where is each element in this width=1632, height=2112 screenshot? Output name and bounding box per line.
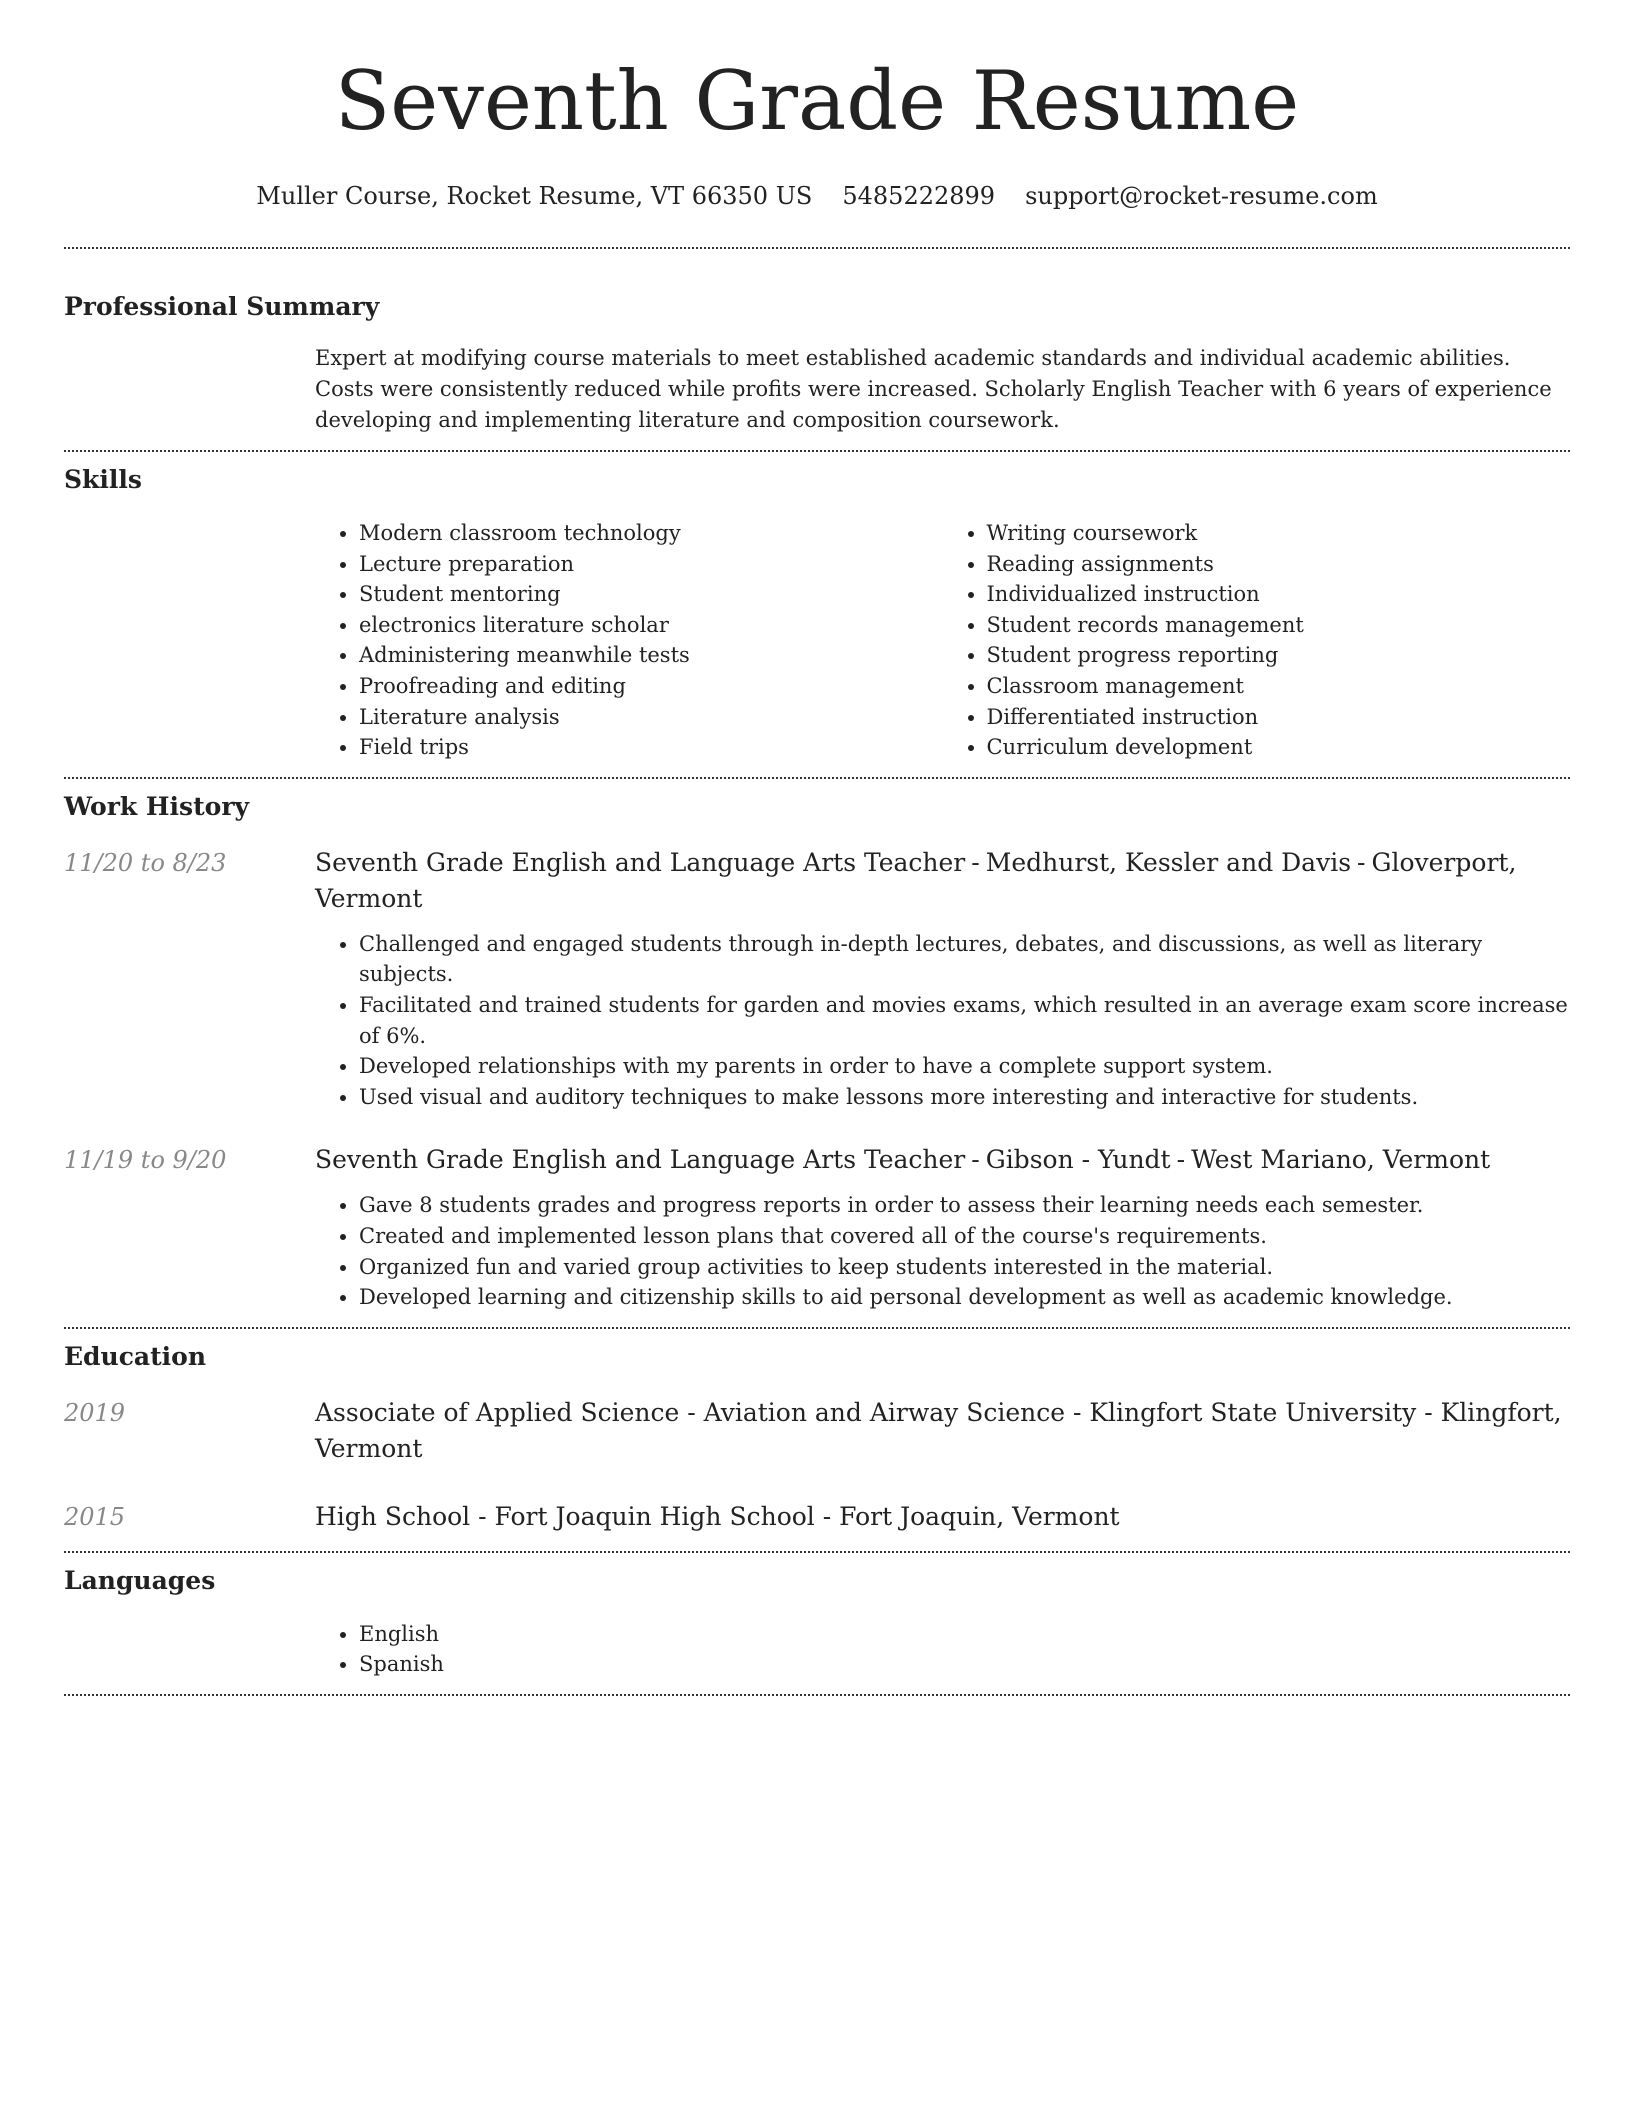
list-item: • Field trips [359,732,943,763]
list-item: • Spanish [359,1649,1570,1680]
section-title-languages: Languages [64,1565,216,1595]
list-item: • Student records management [987,610,1571,641]
job-bullets [315,1190,1570,1312]
section-languages [64,1553,1570,1694]
contact-line [64,181,1570,211]
list-item: • Writing coursework [987,518,1571,549]
list-item: • Differentiated instruction [987,702,1571,733]
list-item: • Lecture preparation [359,549,943,580]
education-text: Associate of Applied Science - Aviation and Airway Science - Klingfort State University - Klingfort, Vermont [315,1397,1562,1463]
list-item: • English [359,1619,1570,1650]
list-item: • Developed relationships with my parents in order to have a complete support system. [359,1051,1570,1082]
list-item: • Developed learning and citizenship skills to aid personal development as well as academic knowledge. [359,1282,1570,1313]
job-role: Seventh Grade English and Language Arts Teacher [315,1145,966,1175]
education-date: 2015 [64,1502,126,1531]
job-date: 11/19 to 9/20 [64,1146,227,1175]
job-location: West Mariano, Vermont [1191,1145,1491,1175]
list-item: • Student mentoring [359,579,943,610]
languages-content [315,1619,1570,1680]
list-item: • Reading assignments [987,549,1571,580]
list-item: • electronics literature scholar [359,610,943,641]
list-item: • Challenged and engaged students through in-depth lectures, debates, and discussions, as well as literary subjects. [359,929,1570,990]
job-date: 11/20 to 8/23 [64,848,227,877]
list-item: • Student progress reporting [987,640,1571,671]
list-item: • Created and implemented lesson plans that covered all of the course's requirements. [359,1221,1570,1252]
job-body [315,845,1570,1113]
divider [64,1694,1570,1696]
list-item: • Classroom management [987,671,1571,702]
education-date: 2019 [64,1398,126,1427]
contact-address: Muller Course, Rocket Resume, VT 66350 US [256,182,813,210]
list-item: • Organized fun and varied group activities to keep students interested in the material. [359,1252,1570,1283]
list-item: • Literature analysis [359,702,943,733]
job-entry [64,845,1570,1113]
skills-list-left [315,518,943,763]
job-entry [64,1142,1570,1312]
job-title-line [315,1142,1570,1178]
summary-text: Expert at modifying course materials to meet established academic standards and individual academic abilities. Costs were consistently reduced while profits were increased. Scholarly English Teacher with 6 years of experience developing and implementing literature and composition coursework. [315,346,1552,432]
separator: - [1357,847,1366,877]
education-text: High School - Fort Joaquin High School - Fort Joaquin, Vermont [315,1501,1120,1531]
list-item: • Administering meanwhile tests [359,640,943,671]
list-item: • Gave 8 students grades and progress reports in order to assess their learning needs each semester. [359,1190,1570,1221]
skills-columns [315,518,1570,763]
languages-list [315,1619,1570,1680]
resume-title: Seventh Grade Resume [334,55,1300,149]
section-title-education: Education [64,1341,207,1371]
summary-content [315,343,1570,436]
job-company: Gibson - Yundt [985,1145,1171,1175]
section-summary [64,249,1570,450]
resume-page [64,0,1570,1696]
education-entry [64,1395,1570,1467]
list-item: • Modern classroom technology [359,518,943,549]
education-entry [64,1499,1570,1535]
contact-email: support@rocket-resume.com [1025,182,1378,210]
section-title-skills: Skills [64,465,142,494]
section-title-summary: Professional Summary [64,292,380,321]
job-company: Medhurst, Kessler and Davis [985,847,1352,877]
list-item: • Curriculum development [987,732,1571,763]
list-item: • Individualized instruction [987,579,1571,610]
section-title-work: Work History [64,791,250,821]
section-skills [64,452,1570,777]
separator: - [1176,1145,1186,1175]
job-title-line [315,845,1570,917]
list-item: • Used visual and auditory techniques to make lessons more interesting and interactive for students. [359,1082,1570,1113]
section-work-history [64,779,1570,1327]
list-item: • Proofreading and editing [359,671,943,702]
job-location: Gloverport, Vermont [315,847,1517,913]
list-item: • Facilitated and trained students for garden and movies exams, which resulted in an average exam score increase of 6%. [359,990,1570,1051]
job-bullets [315,929,1570,1113]
job-role: Seventh Grade English and Language Arts Teacher [315,847,966,877]
contact-phone: 5485222899 [842,182,996,210]
separator: - [971,847,980,877]
skills-list-right [943,518,1571,763]
job-body [315,1142,1570,1312]
section-education [64,1329,1570,1551]
separator: - [971,1145,980,1175]
